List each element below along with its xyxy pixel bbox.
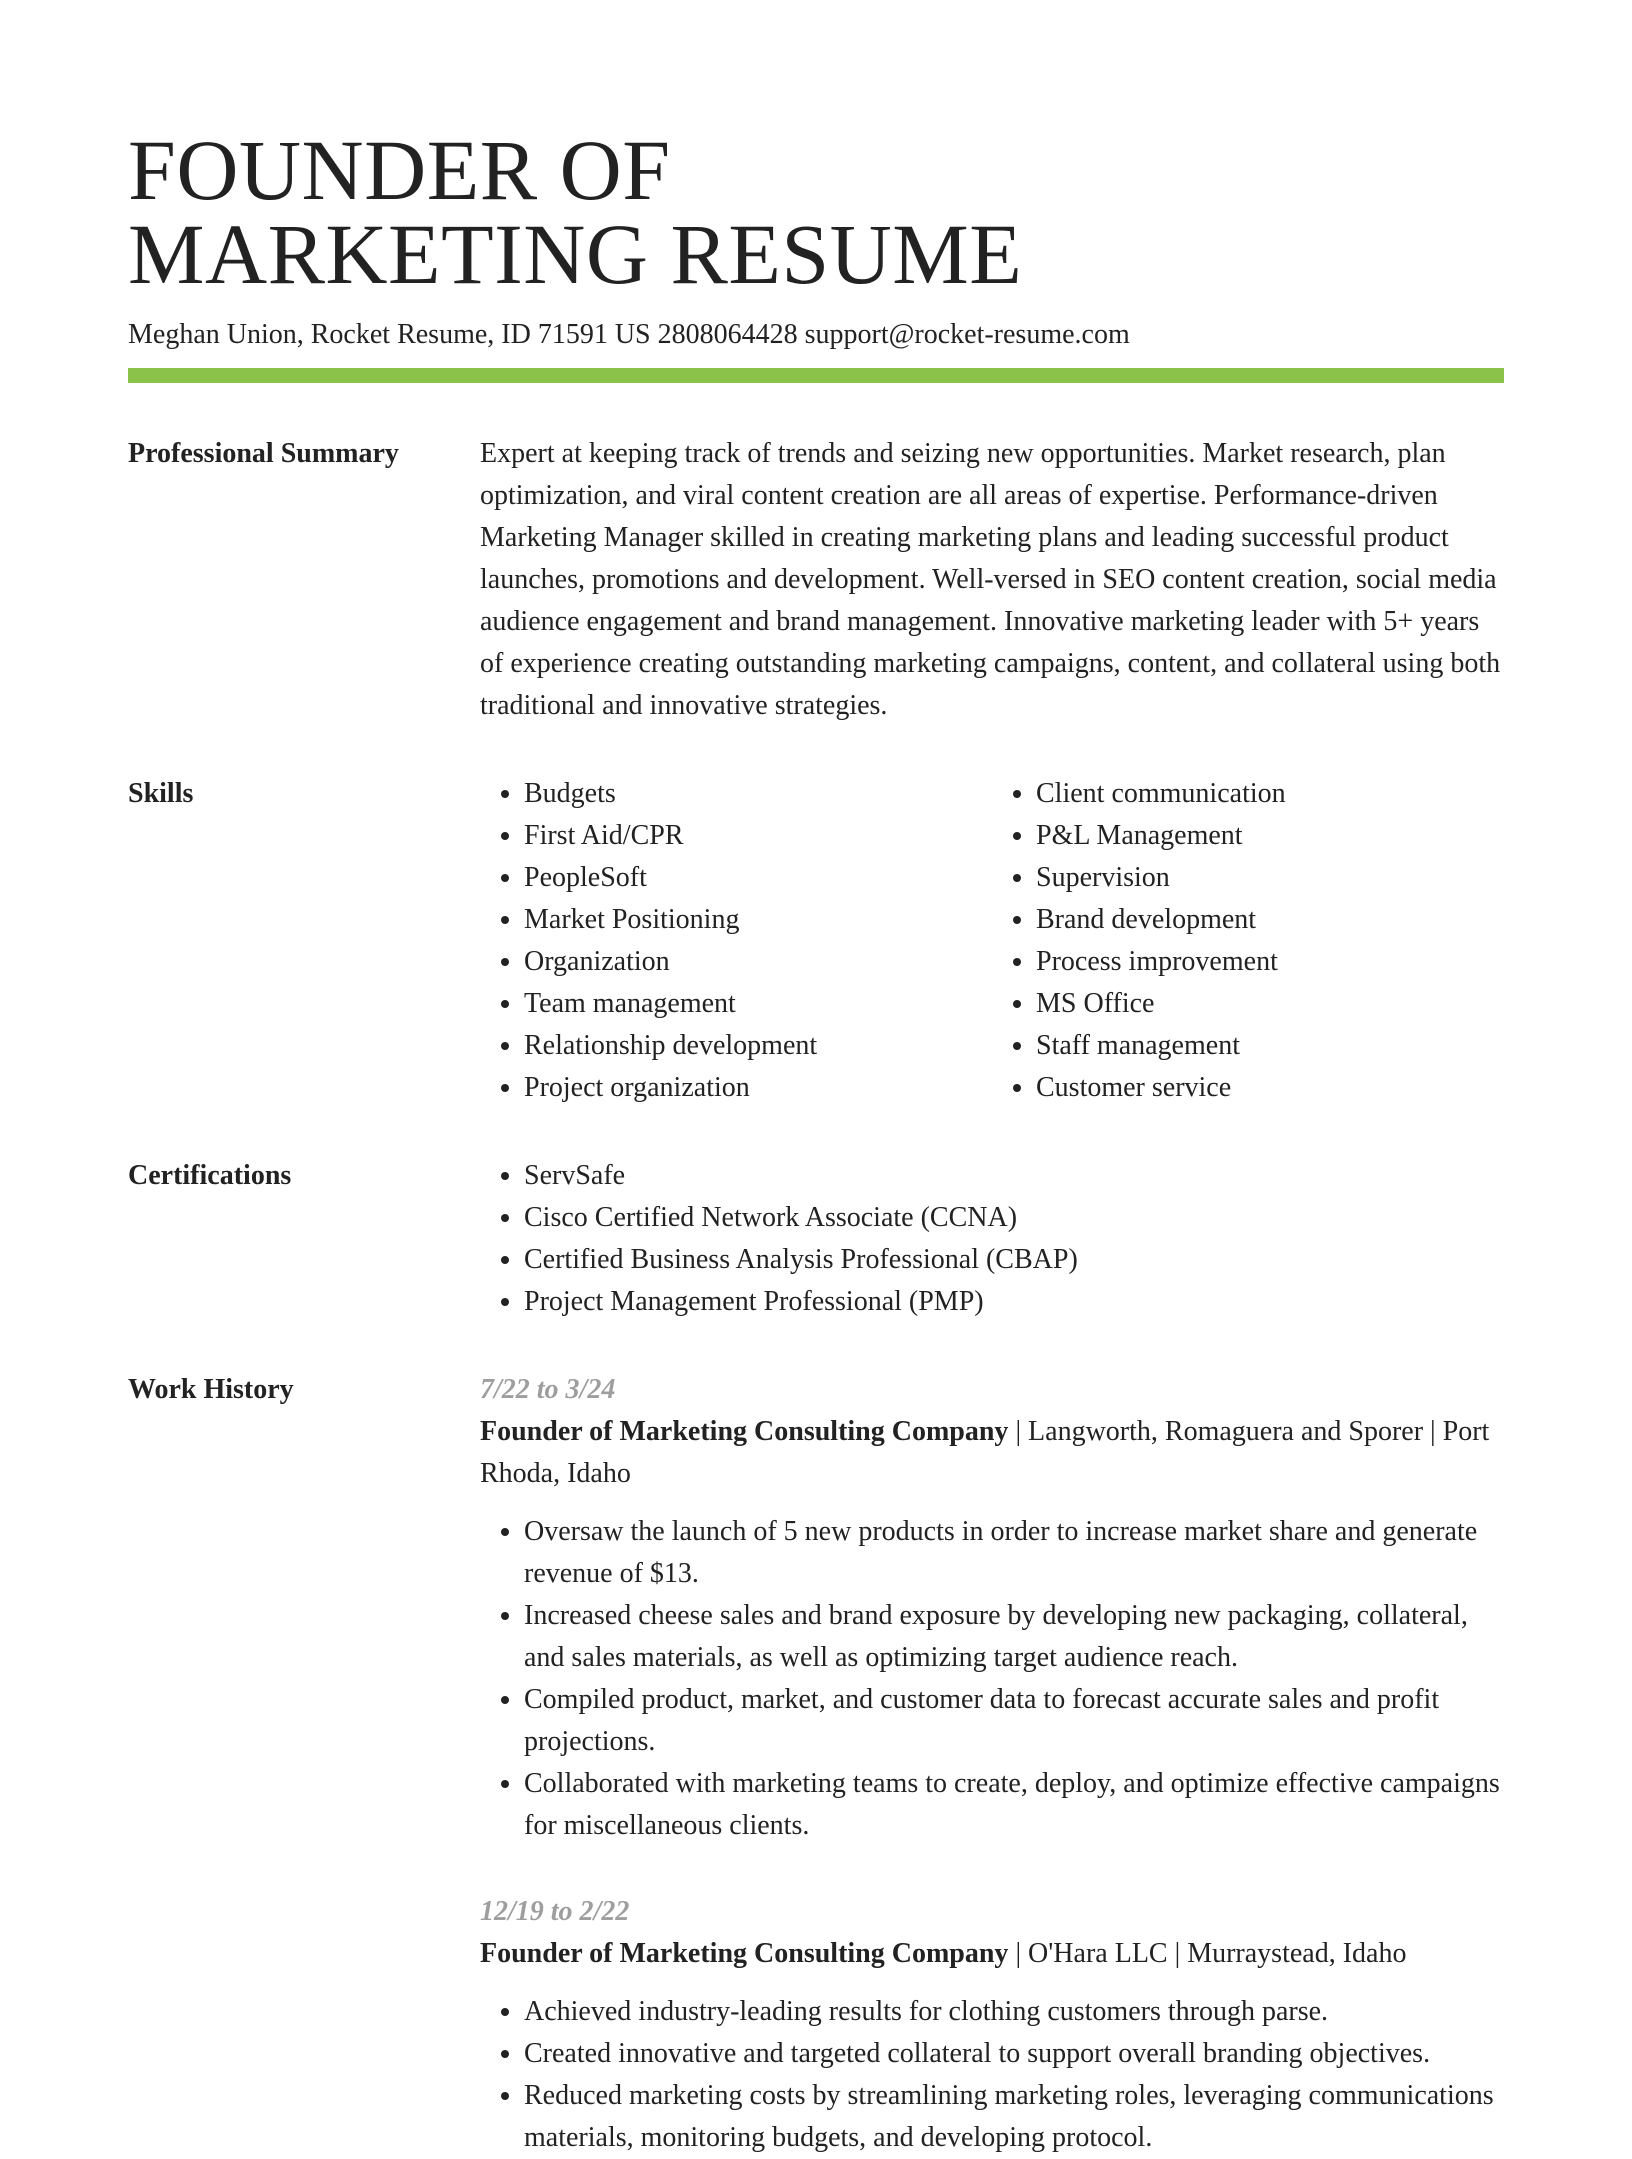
job-title: Founder of Marketing Consulting Company bbox=[480, 1416, 1009, 1447]
skill-item: • First Aid/CPR bbox=[524, 815, 992, 857]
section-professional-summary bbox=[128, 433, 1504, 727]
job-dates: 7/22 to 3/24 bbox=[480, 1374, 616, 1405]
job-entry bbox=[480, 1369, 1504, 1847]
skills-grid bbox=[480, 773, 1504, 1109]
job-bullets bbox=[480, 1991, 1504, 2159]
certification-item: • Project Management Professional (PMP) bbox=[524, 1281, 1504, 1323]
job-heading bbox=[480, 1411, 1504, 1495]
job-entry bbox=[480, 1891, 1504, 2159]
certification-item: • Certified Business Analysis Professional (CBAP) bbox=[524, 1239, 1504, 1281]
contact-line: Meghan Union, Rocket Resume, ID 71591 US 2808064428 support@rocket-resume.com bbox=[128, 319, 1130, 350]
job-bullet: • Oversaw the launch of 5 new products in order to increase market share and generate revenue of $13. bbox=[524, 1511, 1504, 1595]
section-content bbox=[480, 1369, 1504, 2159]
resume-title-line-2: MARKETING RESUME bbox=[128, 206, 1023, 302]
job-bullet: • Increased cheese sales and brand exposure by developing new packaging, collateral, and sales materials, as well as optimizing target audience reach. bbox=[524, 1595, 1504, 1679]
section-content bbox=[480, 1155, 1504, 1323]
resume-title-line-1: FOUNDER OF bbox=[128, 122, 671, 218]
skill-item: • Market Positioning bbox=[524, 899, 992, 941]
section-skills bbox=[128, 773, 1504, 1109]
resume-title bbox=[128, 122, 1504, 302]
section-label: Work History bbox=[128, 1374, 294, 1405]
skill-item: • Customer service bbox=[1036, 1067, 1504, 1109]
skill-item: • Process improvement bbox=[1036, 941, 1504, 983]
job-bullet: • Compiled product, market, and customer data to forecast accurate sales and profit projections. bbox=[524, 1679, 1504, 1763]
section-label: Certifications bbox=[128, 1160, 292, 1191]
certification-item: • ServSafe bbox=[524, 1155, 1504, 1197]
section-content bbox=[480, 433, 1504, 727]
job-bullet: • Achieved industry-leading results for clothing customers through parse. bbox=[524, 1991, 1504, 2033]
job-bullet: • Created innovative and targeted collateral to support overall branding objectives. bbox=[524, 2033, 1504, 2075]
skill-item: • Project organization bbox=[524, 1067, 992, 1109]
skill-item: • P&L Management bbox=[1036, 815, 1504, 857]
certification-item: • Cisco Certified Network Associate (CCNA) bbox=[524, 1197, 1504, 1239]
job-details: | O'Hara LLC | Murraystead, Idaho bbox=[1008, 1938, 1407, 1969]
job-dates: 12/19 to 2/22 bbox=[480, 1896, 630, 1927]
skills-list-right bbox=[992, 773, 1504, 1109]
skill-item: • Supervision bbox=[1036, 857, 1504, 899]
skill-item: • Relationship development bbox=[524, 1025, 992, 1067]
job-details: | Langworth, Romaguera and Sporer | Port Rhoda, Idaho bbox=[480, 1416, 1490, 1489]
job-heading bbox=[480, 1933, 1504, 1975]
job-bullets bbox=[480, 1511, 1504, 1847]
skill-item: • Brand development bbox=[1036, 899, 1504, 941]
accent-divider bbox=[128, 368, 1504, 383]
skill-item: • Organization bbox=[524, 941, 992, 983]
skill-item: • Client communication bbox=[1036, 773, 1504, 815]
section-work-history bbox=[128, 1369, 1504, 2159]
certifications-list bbox=[480, 1155, 1504, 1323]
job-bullet: • Collaborated with marketing teams to create, deploy, and optimize effective campaigns for miscellaneous clients. bbox=[524, 1763, 1504, 1847]
skill-item: • Team management bbox=[524, 983, 992, 1025]
skill-item: • Budgets bbox=[524, 773, 992, 815]
job-bullet: • Reduced marketing costs by streamlining marketing roles, leveraging communications materials, monitoring budgets, and developing protocol. bbox=[524, 2075, 1504, 2159]
job-title: Founder of Marketing Consulting Company bbox=[480, 1938, 1009, 1969]
summary-text: Expert at keeping track of trends and seizing new opportunities. Market research, plan optimization, and viral content creation are all areas of expertise. Performance-driven Marketing Manager skilled in creating marketing plans and leading successful product launches, promotions and development. Well-versed in SEO content creation, social media audience engagement and brand management. Innovative marketing leader with 5+ years of experience creating outstanding marketing campaigns, content, and collateral using both traditional and innovative strategies. bbox=[480, 438, 1501, 721]
skill-item: • Staff management bbox=[1036, 1025, 1504, 1067]
section-certifications bbox=[128, 1155, 1504, 1323]
skill-item: • MS Office bbox=[1036, 983, 1504, 1025]
skill-item: • PeopleSoft bbox=[524, 857, 992, 899]
section-label: Skills bbox=[128, 778, 194, 809]
section-label: Professional Summary bbox=[128, 438, 399, 469]
skills-list-left bbox=[480, 773, 992, 1109]
